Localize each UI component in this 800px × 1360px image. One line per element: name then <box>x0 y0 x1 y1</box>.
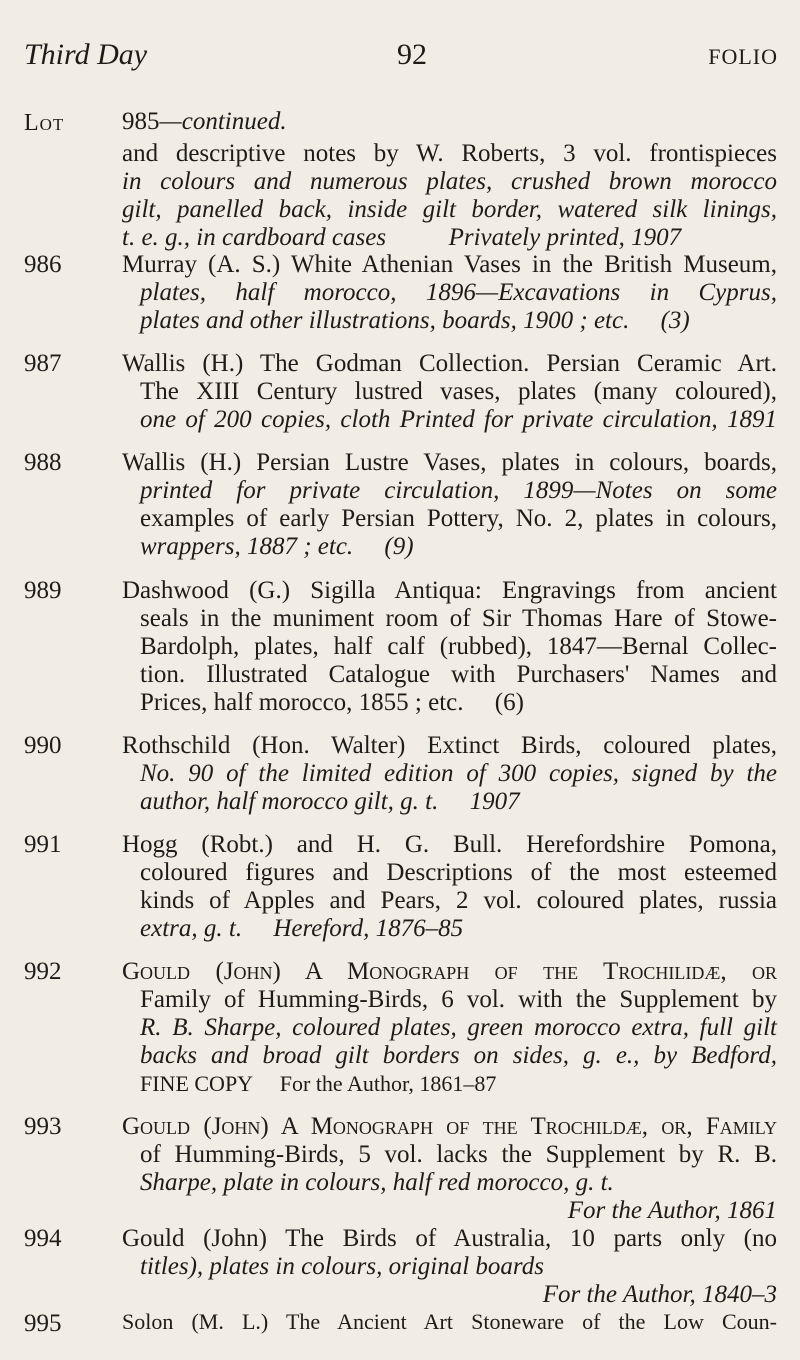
lot-number: 992 <box>24 958 62 985</box>
entry-line: coloured figures and Descriptions of the most esteemed <box>140 859 777 886</box>
entry-line: Rothschild (Hon. Walter) Extinct Birds, coloured plates, <box>122 732 777 759</box>
entry-line: Dashwood (G.) Sigilla Antiqua: Engravings from ancient <box>122 577 777 604</box>
lot-number: 988 <box>24 449 62 476</box>
entry-line: titles), plates in colours, original boards <box>140 1253 544 1280</box>
entry-line: printed for private circulation, 1899—Notes on some <box>140 477 777 504</box>
lot-entry <box>0 251 800 335</box>
entry-line: Murray (A. S.) White Athenian Vases in the British Museum, <box>122 251 777 278</box>
lot-number: 989 <box>24 577 62 604</box>
entry-line: Prices, half morocco, 1855 ; etc. (6) <box>140 689 524 716</box>
lot-entry <box>0 449 800 561</box>
page-number: 92 <box>397 38 427 71</box>
entry-line: one of 200 copies, cloth Printed for private circulation, 1891 <box>140 406 777 433</box>
entry-line: Family of Humming-Birds, 6 vol. with the Supplement by <box>140 986 777 1013</box>
entry-line: Wallis (H.) Persian Lustre Vases, plates in colours, boards, <box>122 449 777 476</box>
entry-line: Gould (John) A Monograph of the Trochilidæ, or <box>122 958 777 985</box>
lot-number: 986 <box>24 251 62 278</box>
lot-entry <box>0 958 800 1098</box>
page-header <box>24 38 778 78</box>
entry-line: author, half morocco gilt, g. t. 1907 <box>140 788 520 815</box>
day-heading: Third Day <box>24 38 148 71</box>
lot-number: 994 <box>24 1225 62 1252</box>
entry-line: For the Author, 1861 <box>567 1197 777 1224</box>
lot-entry <box>0 732 800 816</box>
lot-number: 993 <box>24 1113 62 1140</box>
entry-line: For the Author, 1840–3 <box>542 1281 777 1308</box>
continued-lot-heading <box>122 108 287 136</box>
entry-line: The XIII Century lustred vases, plates (many coloured), <box>140 378 777 405</box>
continued-lot-entry <box>0 140 800 252</box>
entry-line: Hogg (Robt.) and H. G. Bull. Herefordshire Pomona, <box>122 831 777 858</box>
entry-line: examples of early Persian Pottery, No. 2, plates in colours, <box>140 505 777 532</box>
lot-number: 990 <box>24 732 62 759</box>
entry-line: extra, g. t. Hereford, 1876–85 <box>140 915 464 942</box>
entry-line: gilt, panelled back, inside gilt border, watered silk linings, <box>122 196 777 223</box>
entry-line: No. 90 of the limited edition of 300 copies, signed by the <box>140 760 777 787</box>
entry-line: Solon (M. L.) The Ancient Art Stoneware of the Low Coun- <box>122 1309 777 1334</box>
lot-entry <box>0 350 800 434</box>
section-label: FOLIO <box>708 44 778 69</box>
entry-line: R. B. Sharpe, coloured plates, green morocco extra, full gilt <box>140 1014 777 1041</box>
lot-number: 995 <box>24 1310 62 1337</box>
entry-line: FINE COPY For the Author, 1861–87 <box>140 1071 497 1096</box>
entry-line: plates and other illustrations, boards, 1900 ; etc. (3) <box>140 307 690 334</box>
entry-line: Gould (John) The Birds of Australia, 10 parts only (no <box>122 1225 777 1252</box>
continued-lot-number: 985 <box>122 108 160 135</box>
lot-entry <box>0 831 800 943</box>
entry-line: t. e. g., in cardboard cases Privately printed, 1907 <box>122 224 682 251</box>
entry-line: and descriptive notes by W. Roberts, 3 vol. frontispieces <box>122 140 777 167</box>
entry-line: kinds of Apples and Pears, 2 vol. coloured plates, russia <box>140 887 777 914</box>
entry-line: backs and broad gilt borders on sides, g. e., by Bedford, <box>140 1042 777 1069</box>
continued-suffix: —continued. <box>159 108 287 135</box>
lot-entry <box>0 1225 800 1309</box>
entry-line: of Humming-Birds, 5 vol. lacks the Supplement by R. B. <box>140 1141 777 1168</box>
lot-number: 987 <box>24 350 62 377</box>
lot-entry <box>0 577 800 717</box>
entry-line: seals in the muniment room of Sir Thomas Hare of Stowe- <box>140 605 777 632</box>
entry-line: Sharpe, plate in colours, half red morocco, g. t. <box>140 1169 614 1196</box>
entry-line: Wallis (H.) The Godman Collection. Persian Ceramic Art. <box>122 350 777 377</box>
entry-line: tion. Illustrated Catalogue with Purchasers' Names and <box>140 661 777 688</box>
entry-line: wrappers, 1887 ; etc. (9) <box>140 533 414 560</box>
lot-number: 991 <box>24 831 62 858</box>
lot-entry <box>0 1309 800 1337</box>
entry-line: Gould (John) A Monograph of the Trochildæ, or, Family <box>122 1113 777 1140</box>
lot-entry <box>0 1113 800 1225</box>
entry-line: Bardolph, plates, half calf (rubbed), 1847—Bernal Collec- <box>140 633 777 660</box>
entry-line: plates, half morocco, 1896—Excavations in Cyprus, <box>140 279 777 306</box>
entry-line: in colours and numerous plates, crushed brown morocco <box>122 168 777 195</box>
lot-column-label: Lot <box>24 110 65 136</box>
